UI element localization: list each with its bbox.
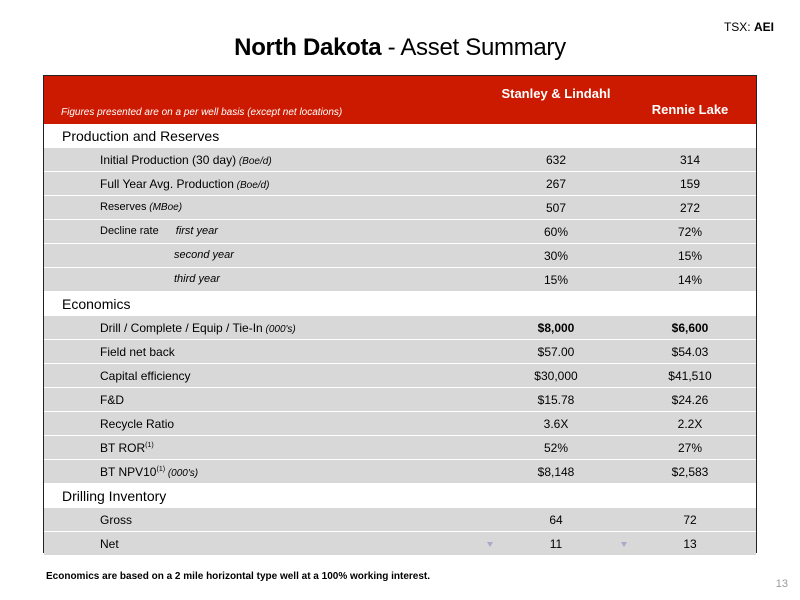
cell-stanley-lindahl: 64 bbox=[549, 513, 563, 527]
ticker-code: AEI bbox=[753, 20, 774, 34]
down-arrow-icon bbox=[621, 542, 627, 547]
cell-rennie-lake: 272 bbox=[679, 201, 701, 215]
cell-rennie-lake: 15% bbox=[677, 249, 703, 263]
row-label-text: Economics bbox=[62, 296, 131, 312]
cell-rennie-lake: $6,600 bbox=[671, 321, 709, 335]
row-label-unit: (Boe/d) bbox=[233, 180, 270, 191]
cell-stanley-lindahl: 60% bbox=[543, 225, 569, 239]
cell-rennie-lake: 72 bbox=[683, 513, 697, 527]
table-row bbox=[44, 460, 756, 484]
table-body bbox=[44, 124, 756, 556]
section-label bbox=[62, 296, 130, 312]
cell-stanley-lindahl: $8,000 bbox=[537, 321, 575, 335]
row-label-text: Full Year Avg. Production bbox=[100, 177, 234, 191]
table-row bbox=[44, 220, 756, 244]
row-label bbox=[100, 225, 218, 237]
row-label-text: second year bbox=[174, 249, 234, 261]
cell-rennie-lake: 13 bbox=[683, 537, 697, 551]
row-label bbox=[174, 249, 234, 261]
table-row bbox=[44, 172, 756, 196]
table-row bbox=[44, 364, 756, 388]
cell-stanley-lindahl: 30% bbox=[543, 249, 569, 263]
row-label bbox=[100, 393, 124, 407]
page-title bbox=[0, 34, 800, 62]
cell-rennie-lake: 159 bbox=[679, 177, 701, 191]
row-label-text: Initial Production (30 day) bbox=[100, 153, 237, 167]
row-label bbox=[100, 201, 182, 213]
table-row bbox=[44, 532, 756, 556]
cell-rennie-lake: 14% bbox=[677, 273, 703, 287]
section-label bbox=[62, 488, 166, 504]
section-row bbox=[44, 124, 756, 148]
row-label-text: Field net back bbox=[100, 345, 175, 359]
row-label bbox=[100, 177, 269, 191]
row-label bbox=[100, 465, 198, 479]
cell-stanley-lindahl: $15.78 bbox=[537, 393, 575, 407]
table-row bbox=[44, 196, 756, 220]
row-label bbox=[100, 369, 191, 383]
cell-rennie-lake: $54.03 bbox=[671, 345, 709, 359]
cell-stanley-lindahl: $57.00 bbox=[537, 345, 575, 359]
cell-stanley-lindahl: $30,000 bbox=[534, 369, 578, 383]
cell-rennie-lake: $24.26 bbox=[671, 393, 709, 407]
row-label-unit: first year bbox=[172, 225, 218, 237]
cell-stanley-lindahl: 15% bbox=[543, 273, 569, 287]
table-row bbox=[44, 316, 756, 340]
row-label-text: third year bbox=[174, 273, 220, 285]
row-label-text: Capital efficiency bbox=[100, 369, 191, 383]
cell-stanley-lindahl: $8,148 bbox=[537, 465, 575, 479]
row-label-text: Reserves bbox=[100, 201, 147, 213]
table-row bbox=[44, 436, 756, 460]
cell-stanley-lindahl: 3.6X bbox=[543, 417, 569, 431]
column-header-stanley-lindahl-text: Stanley & Lindahl bbox=[501, 86, 611, 101]
row-label-text: F&D bbox=[100, 393, 124, 407]
table-row bbox=[44, 244, 756, 268]
row-label-footnote-ref: (1) bbox=[156, 466, 166, 473]
column-header-stanley-lindahl bbox=[490, 86, 622, 102]
title-region: North Dakota bbox=[234, 34, 382, 61]
row-label-footnote-ref: (1) bbox=[145, 442, 154, 449]
section-row bbox=[44, 292, 756, 316]
cell-stanley-lindahl: 52% bbox=[543, 441, 569, 455]
row-label-unit: (Boe/d) bbox=[236, 156, 272, 167]
cell-rennie-lake: $41,510 bbox=[668, 369, 712, 383]
cell-rennie-lake: 72% bbox=[677, 225, 703, 239]
cell-stanley-lindahl: 11 bbox=[549, 537, 563, 551]
row-label bbox=[100, 345, 175, 359]
section-label bbox=[62, 128, 219, 144]
cell-rennie-lake: 314 bbox=[679, 153, 701, 167]
row-label bbox=[100, 537, 119, 551]
cell-stanley-lindahl: 632 bbox=[545, 153, 567, 167]
table-header bbox=[44, 76, 756, 124]
ticker-prefix: TSX: bbox=[723, 20, 751, 34]
row-label-text: Decline rate bbox=[100, 225, 159, 237]
table-row bbox=[44, 340, 756, 364]
cell-stanley-lindahl: 267 bbox=[545, 177, 567, 191]
table-row bbox=[44, 412, 756, 436]
row-label-text: Gross bbox=[100, 513, 133, 527]
cell-stanley-lindahl: 507 bbox=[545, 201, 567, 215]
row-label bbox=[100, 417, 174, 431]
table-row bbox=[44, 148, 756, 172]
row-label-unit: (000's) bbox=[262, 324, 296, 335]
row-label-text: Production and Reserves bbox=[62, 128, 220, 144]
down-arrow-icon bbox=[487, 542, 493, 547]
table-note: Figures presented are on a per well basis (except net locations) bbox=[61, 107, 343, 118]
row-label bbox=[100, 321, 296, 335]
cell-rennie-lake: 2.2X bbox=[677, 417, 703, 431]
row-label bbox=[100, 441, 154, 455]
table-row bbox=[44, 508, 756, 532]
row-label-text: Net bbox=[100, 537, 119, 551]
row-label bbox=[100, 513, 132, 527]
row-label-unit: (000's) bbox=[165, 468, 199, 479]
row-label-text: BT ROR bbox=[100, 441, 146, 455]
row-label-text: BT NPV10 bbox=[100, 465, 157, 479]
title-subject: - Asset Summary bbox=[381, 34, 566, 61]
row-label-text: Recycle Ratio bbox=[100, 417, 175, 431]
asset-summary-table bbox=[43, 75, 757, 553]
row-label-text: Drilling Inventory bbox=[62, 488, 167, 504]
section-row bbox=[44, 484, 756, 508]
ticker-symbol bbox=[724, 20, 774, 34]
column-header-rennie-lake: Rennie Lake bbox=[651, 102, 729, 117]
cell-rennie-lake: $2,583 bbox=[671, 465, 709, 479]
row-label-text: Drill / Complete / Equip / Tie-In bbox=[100, 321, 263, 335]
row-label bbox=[174, 273, 220, 285]
row-label-unit: (MBoe) bbox=[146, 202, 183, 213]
table-row bbox=[44, 388, 756, 412]
cell-rennie-lake: 27% bbox=[677, 441, 703, 455]
row-label bbox=[100, 153, 272, 167]
page-number: 13 bbox=[775, 578, 788, 590]
table-row bbox=[44, 268, 756, 292]
footnote: Economics are based on a 2 mile horizontal type well at a 100% working interest. bbox=[46, 571, 431, 582]
